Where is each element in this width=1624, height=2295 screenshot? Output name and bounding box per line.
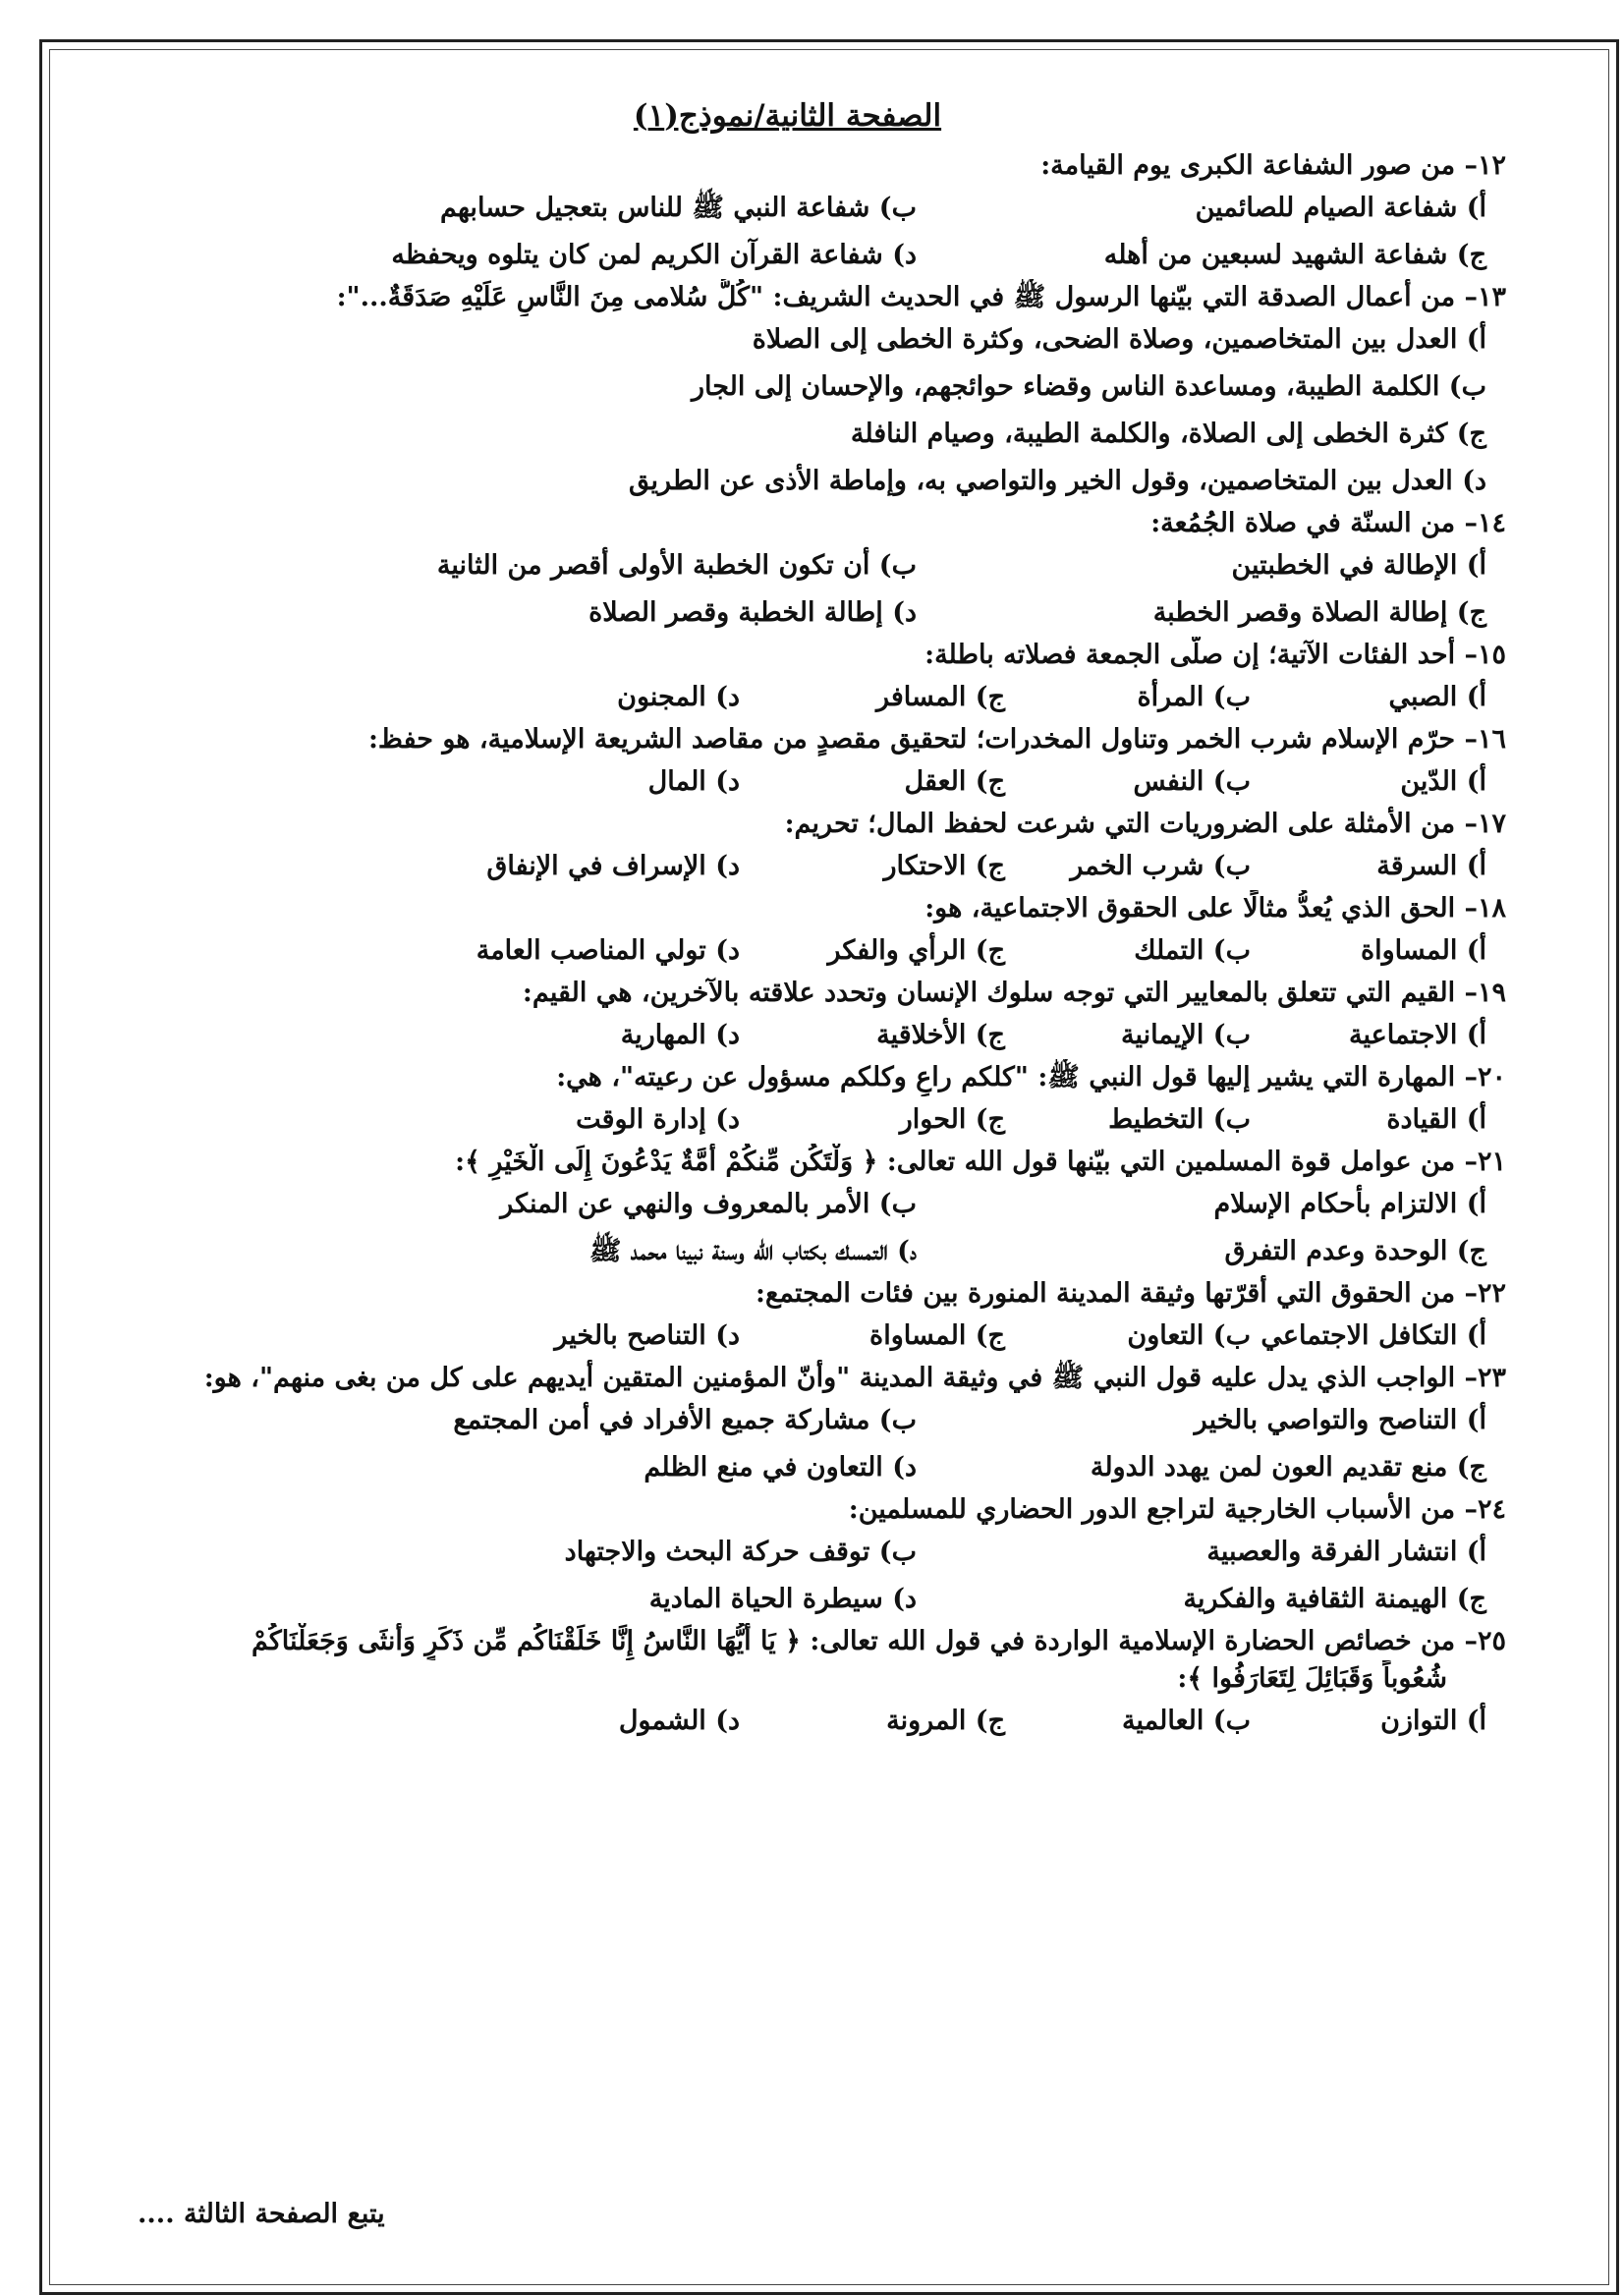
option-b: ب) التخطيط xyxy=(1108,1104,1251,1135)
option-b: ب) الأمر بالمعروف والنهي عن المنكر xyxy=(500,1189,917,1219)
option-b: ب) النفس xyxy=(1133,766,1251,797)
options-row xyxy=(69,185,1506,232)
options-row xyxy=(69,758,1506,806)
question-12 xyxy=(69,147,1506,279)
option-c: ج) منع تقديم العون لمن يهدد الدولة xyxy=(1090,1452,1486,1483)
question-15 xyxy=(69,637,1506,721)
options-row xyxy=(69,843,1506,890)
question-stem: ١٨– الحق الذي يُعدُّ مثالًا على الحقوق الاجتماعية، هو: xyxy=(924,893,1506,924)
question-stem: ١٧– من الأمثلة على الضروريات التي شرعت لحفظ المال؛ تحريم: xyxy=(784,809,1506,839)
continued-on-next-page-note: يتبع الصفحة الثالثة .... xyxy=(138,2199,385,2229)
option-a: أ) الاجتماعية xyxy=(1349,1020,1486,1050)
option-c: ج) كثرة الخطى إلى الصلاة، والكلمة الطيبة، وصيام النافلة xyxy=(850,419,1486,449)
option-c: ج) المسافر xyxy=(875,682,1005,712)
option-c: ج) العقل xyxy=(904,766,1005,797)
question-17 xyxy=(69,806,1506,890)
question-stem: ١٦– حرّم الإسلام شرب الخمر وتناول المخدرات؛ لتحقيق مقصدٍ من مقاصد الشريعة الإسلامية، هو حفظ: xyxy=(367,724,1506,755)
option-d: د) المهارية xyxy=(620,1020,740,1050)
option-c: ج) إطالة الصلاة وقصر الخطبة xyxy=(1152,597,1486,628)
question-stem: ٢٤– من الأسباب الخارجية لتراجع الدور الحضاري للمسلمين: xyxy=(848,1494,1506,1525)
option-b: ب) التعاون xyxy=(1127,1320,1251,1351)
option-a: أ) انتشار الفرقة والعصبية xyxy=(1206,1537,1486,1567)
options-row xyxy=(69,1012,1506,1059)
option-a: أ) شفاعة الصيام للصائمين xyxy=(1195,193,1486,223)
option-c: ج) الاحتكار xyxy=(883,851,1005,881)
options-row xyxy=(69,1529,1506,1576)
options-row xyxy=(69,542,1506,589)
question-stem: ١٢– من صور الشفاعة الكبرى يوم القيامة: xyxy=(1040,150,1506,181)
option-c: ج) شفاعة الشهيد لسبعين من أهله xyxy=(1103,240,1486,270)
option-d: د) تولي المناصب العامة xyxy=(476,935,740,966)
option-d: د) سيطرة الحياة المادية xyxy=(648,1584,917,1614)
option-d: د) شفاعة القرآن الكريم لمن كان يتلوه ويحفظه xyxy=(391,240,917,270)
question-19 xyxy=(69,975,1506,1059)
option-b: ب) الإيمانية xyxy=(1121,1020,1251,1050)
option-c: ج) الأخلاقية xyxy=(876,1020,1005,1050)
options-row xyxy=(69,1444,1506,1491)
option-c: ج) الرأي والفكر xyxy=(827,935,1005,966)
question-stem: ٢٣– الواجب الذي يدل عليه قول النبي ﷺ في وثيقة المدينة "وأنّ المؤمنين المتقين أيديهم على كل من بغى منهم"، هو: xyxy=(203,1363,1506,1393)
question-21 xyxy=(69,1144,1506,1275)
question-stem: ٢١– من عوامل قوة المسلمين التي بيّنها قول الله تعالى: ﴿ وَلْتَكُن مِّنكُمْ أُمَّةٌ يَدْعُونَ إِلَى الْخَيْرِ ﴾: xyxy=(455,1147,1506,1177)
option-b: ب) توقف حركة البحث والاجتهاد xyxy=(564,1537,917,1567)
options-row xyxy=(69,1313,1506,1360)
options-row xyxy=(69,1698,1506,1745)
options-row xyxy=(69,674,1506,721)
options-row xyxy=(69,1228,1506,1275)
option-a: أ) العدل بين المتخاصمين، وصلاة الضحى، وكثرة الخطى إلى الصلاة xyxy=(752,324,1486,355)
question-18 xyxy=(69,890,1506,975)
option-d: د) المجنون xyxy=(617,682,740,712)
page-title: الصفحة الثانية/نموذج(١) xyxy=(633,98,942,134)
option-a: أ) الإطالة في الخطبتين xyxy=(1231,550,1486,581)
option-b: ب) العالمية xyxy=(1121,1706,1251,1736)
question-stem: ١٥– أحد الفئات الآتية؛ إن صلّى الجمعة فصلاته باطلة: xyxy=(924,640,1506,670)
question-16 xyxy=(69,721,1506,806)
option-c: ج) الحوار xyxy=(899,1104,1005,1135)
exam-page xyxy=(69,98,1506,1745)
question-stem: ١٣– من أعمال الصدقة التي بيّنها الرسول ﷺ في الحديث الشريف: "كُلُّ سُلامى مِنَ النَّاسِ عَلَيْهِ صَدَقَةٌ...": xyxy=(336,282,1506,312)
option-a: أ) التناصح والتواصي بالخير xyxy=(1194,1405,1486,1435)
options-row xyxy=(69,927,1506,975)
option-a: أ) الدّين xyxy=(1400,766,1486,797)
question-20 xyxy=(69,1059,1506,1144)
question-14 xyxy=(69,505,1506,637)
option-d: د) الشمول xyxy=(618,1706,740,1736)
options-row xyxy=(69,232,1506,279)
question-stem-continued: شُعُوباً وَقَبَائِلَ لِتَعَارَفُوا ﴾: xyxy=(1177,1663,1447,1694)
option-d: د) إطالة الخطبة وقصر الصلاة xyxy=(588,597,917,628)
option-a: أ) القيادة xyxy=(1386,1104,1486,1135)
option-c: ج) الهيمنة الثقافية والفكرية xyxy=(1183,1584,1486,1614)
option-d: د) التناصح بالخير xyxy=(554,1320,740,1351)
question-24 xyxy=(69,1491,1506,1623)
question-stem: ١٩– القيم التي تتعلق بالمعايير التي توجه سلوك الإنسان وتحدد علاقته بالآخرين، هي القيم: xyxy=(522,978,1506,1008)
question-stem: ٢٢– من الحقوق التي أقرّتها وثيقة المدينة المنورة بين فئات المجتمع: xyxy=(756,1278,1506,1309)
options-row xyxy=(69,1576,1506,1623)
option-a: أ) الالتزام بأحكام الإسلام xyxy=(1213,1189,1486,1219)
question-23 xyxy=(69,1360,1506,1491)
option-c: ج) المساواة xyxy=(869,1320,1005,1351)
question-stem: ١٤– من السنّة في صلاة الجُمُعة: xyxy=(1150,508,1506,538)
options-row xyxy=(69,589,1506,637)
options-row xyxy=(69,1397,1506,1444)
option-b: ب) شرب الخمر xyxy=(1070,851,1251,881)
option-b: ب) الكلمة الطيبة، ومساعدة الناس وقضاء حوائجهم، والإحسان إلى الجار xyxy=(691,371,1486,402)
option-d: د) المال xyxy=(647,766,740,797)
option-a: أ) المساواة xyxy=(1360,935,1486,966)
options-row xyxy=(69,1096,1506,1144)
option-b: ب) المرأة xyxy=(1137,682,1251,712)
option-b: ب) أن تكون الخطبة الأولى أقصر من الثانية xyxy=(436,550,917,581)
option-d: د) الإسراف في الإنفاق xyxy=(486,851,740,881)
question-25 xyxy=(69,1623,1506,1745)
option-d: د) العدل بين المتخاصمين، وقول الخير والتواصي به، وإماطة الأذى عن الطريق xyxy=(629,466,1486,496)
option-b: ب) مشاركة جميع الأفراد في أمن المجتمع xyxy=(453,1405,917,1435)
options-row xyxy=(69,1181,1506,1228)
question-stem: ٢٥– من خصائص الحضارة الإسلامية الواردة في قول الله تعالى: ﴿ يَا أَيُّهَا النَّاسُ إِنَّا خَلَقْنَاكُم مِّن ذَكَرٍ وَأُنثَى وَجَعَلْنَاكُمْ xyxy=(251,1626,1506,1656)
option-a: أ) السرقة xyxy=(1376,851,1486,881)
question-stem: ٢٠– المهارة التي يشير إليها قول النبي ﷺ: "كلكم راعٍ وكلكم مسؤول عن رعيته"، هي: xyxy=(556,1062,1506,1092)
option-d: د) التمسك بكتاب الله وسنة نبينا محمد ﷺ xyxy=(588,1236,917,1266)
option-a: أ) التكافل الاجتماعي xyxy=(1260,1320,1486,1351)
option-d: د) إدارة الوقت xyxy=(576,1104,740,1135)
option-b: ب) شفاعة النبي ﷺ للناس بتعجيل حسابهم xyxy=(440,193,917,223)
option-a: أ) الصبي xyxy=(1388,682,1486,712)
option-b: ب) التملك xyxy=(1134,935,1251,966)
option-c: ج) الوحدة وعدم التفرق xyxy=(1224,1236,1486,1266)
option-a: أ) التوازن xyxy=(1380,1706,1486,1736)
question-13 xyxy=(69,279,1506,505)
option-c: ج) المرونة xyxy=(886,1706,1005,1736)
question-22 xyxy=(69,1275,1506,1360)
option-d: د) التعاون في منع الظلم xyxy=(644,1452,917,1483)
